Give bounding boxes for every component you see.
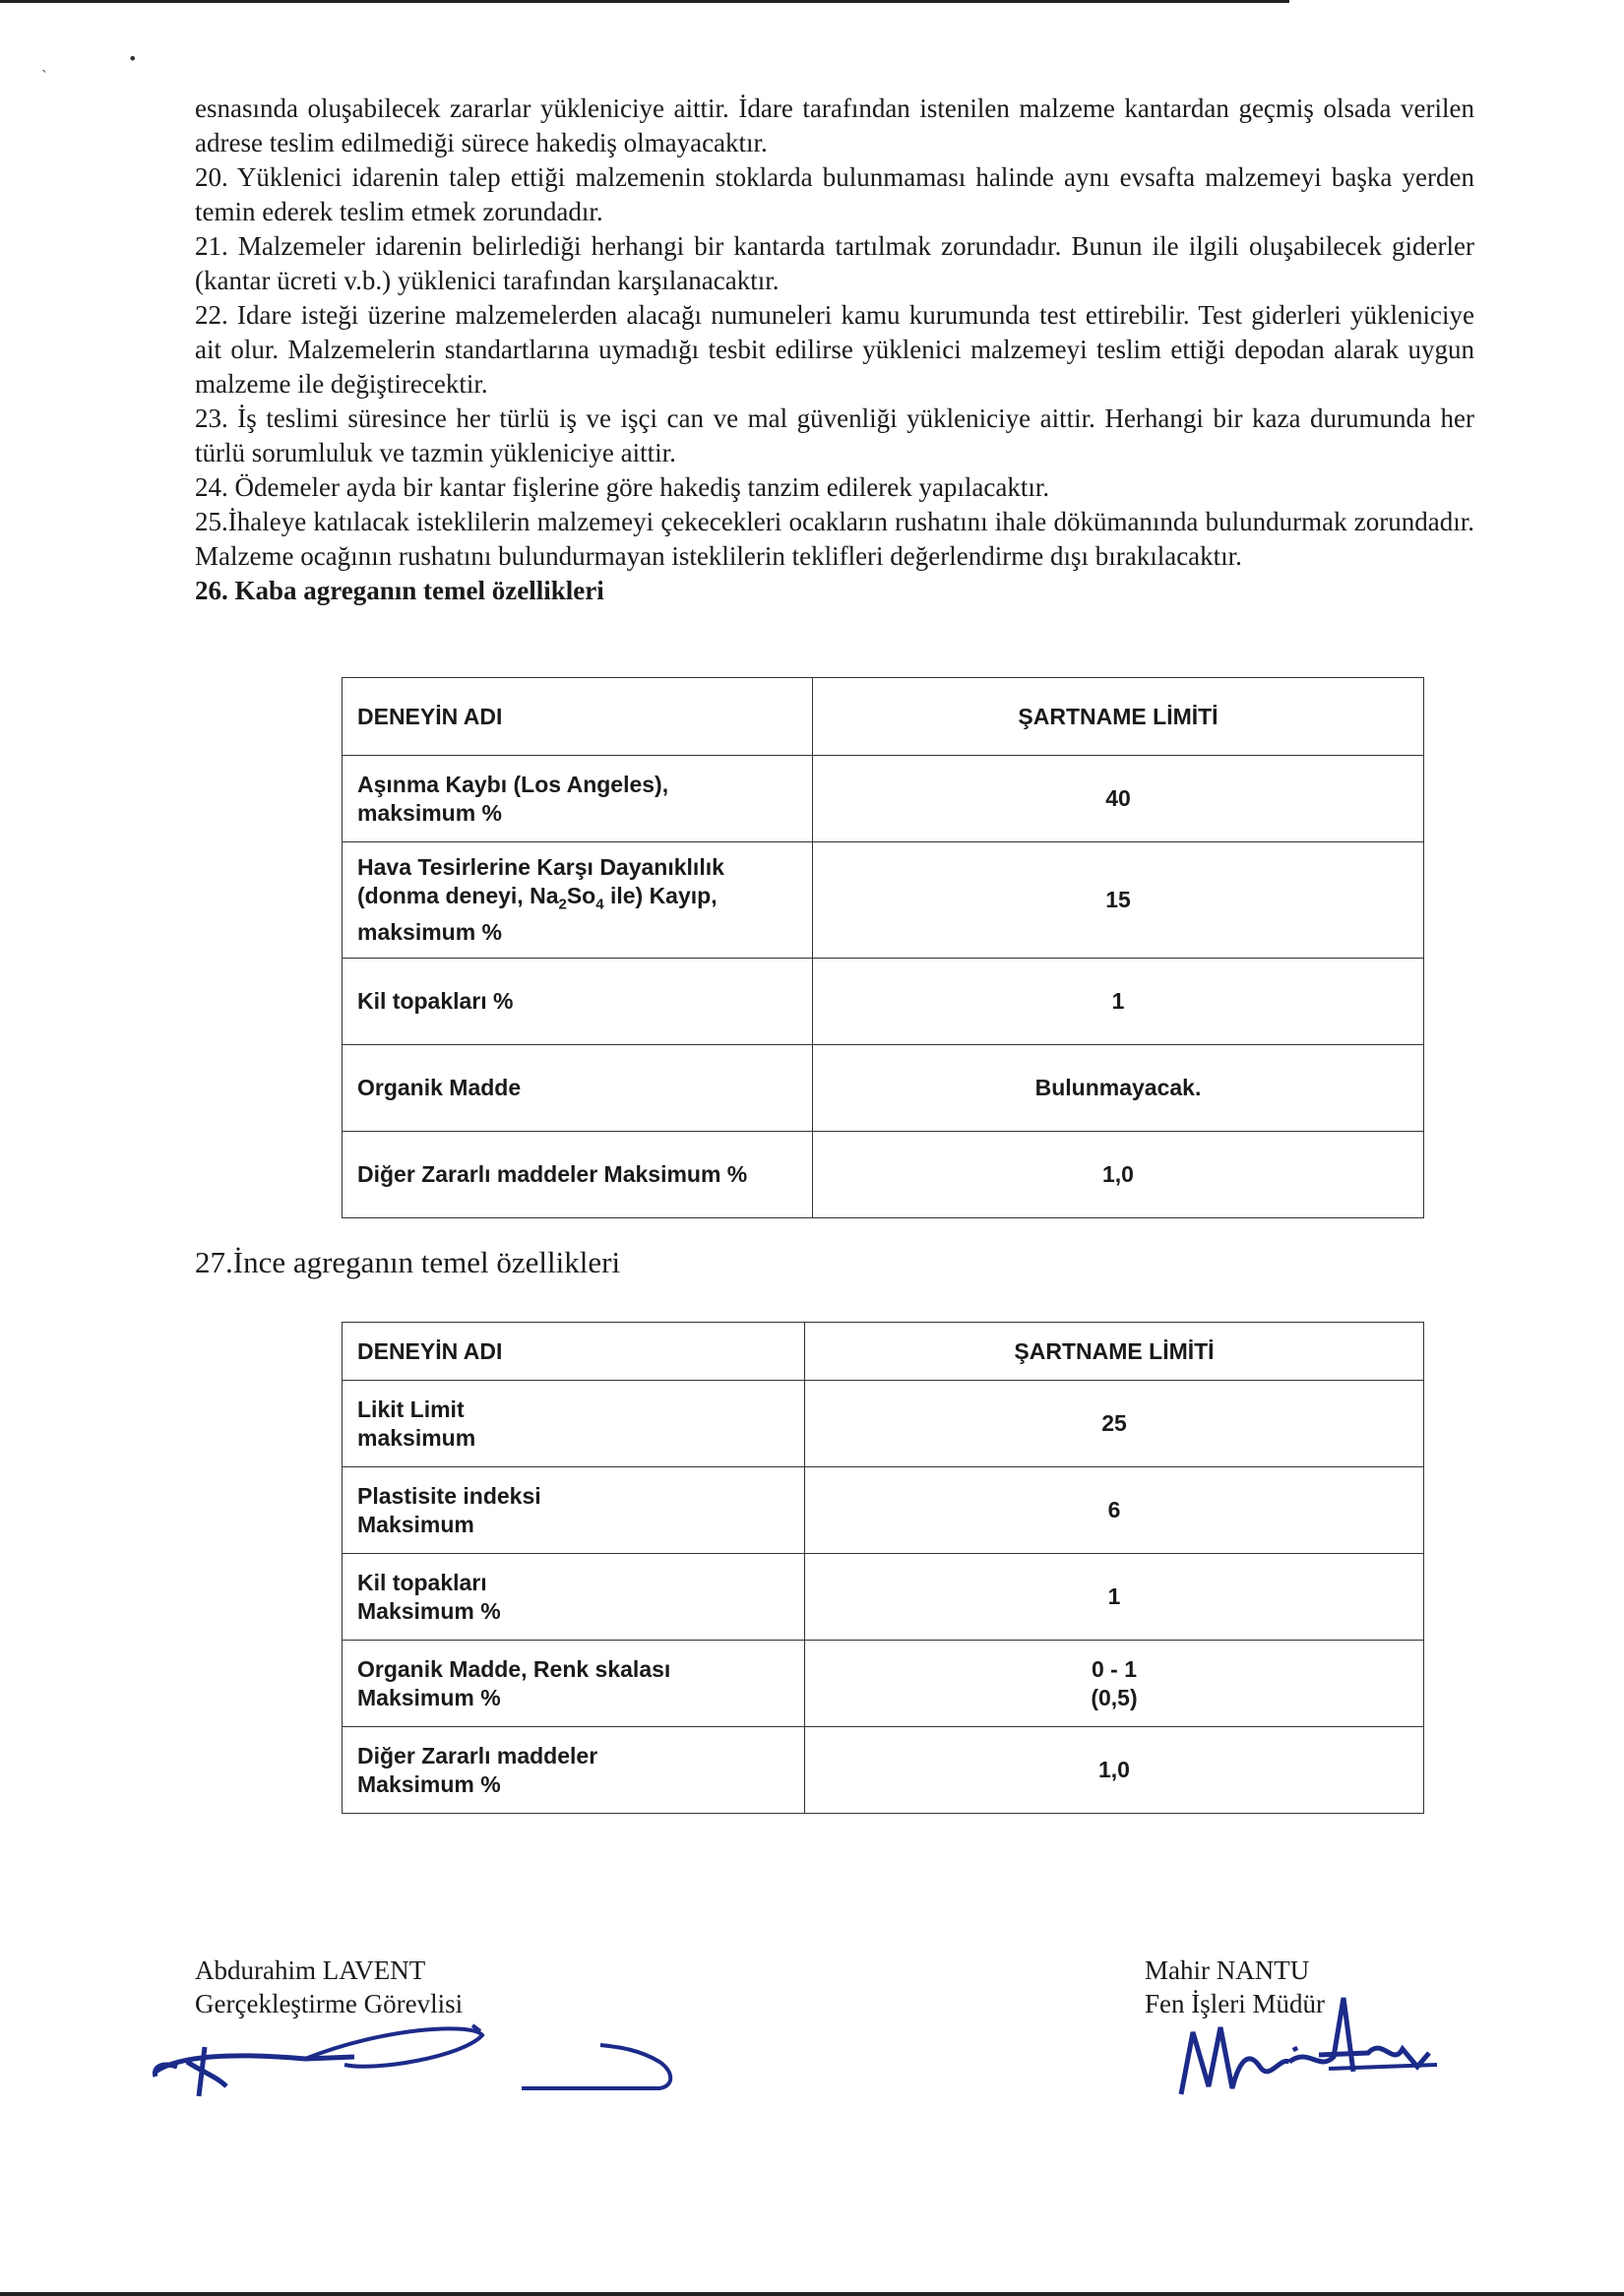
test-name-cell (343, 1727, 805, 1814)
table-header-row (343, 1323, 1424, 1381)
signature-left-image (148, 2017, 679, 2106)
table-row (343, 1467, 1424, 1554)
paragraph-22: 22. Idare isteği üzerine malzemelerden alacağı numuneleri kamu kurumunda test ettirebilir. Test giderleri yükleniciye ait olur. Malzemelerin standartlarına uymadığı tesbit edilirse yüklenici malzemeyi teslim ettiği depodan alarak uygun malzeme ile değiştirecektir. (195, 300, 1474, 399)
coarse-aggregate-table (342, 677, 1424, 1218)
table-row (343, 1045, 1424, 1132)
test-name-text: (donma deneyi, Na (357, 882, 559, 908)
limit-line: (0,5) (1091, 1684, 1138, 1710)
table-row (343, 1727, 1424, 1814)
paragraph-21: 21. Malzemeler idarenin belirlediği herhangi bir kantarda tartılmak zorundadır. Bunun ile ilgili oluşabilecek giderler (kantar ücreti v.b.) yüklenici tarafından karşılanacaktır. (195, 231, 1474, 295)
test-name-line: Hava Tesirlerine Karşı Dayanıklılık (357, 853, 724, 880)
test-name-line: Likit Limit (357, 1396, 465, 1422)
test-name-line: Kil topakları (357, 1569, 487, 1595)
table-row (343, 756, 1424, 842)
table-row (343, 959, 1424, 1045)
test-name-cell (343, 1554, 805, 1641)
limit-cell: 1 (805, 1554, 1424, 1641)
test-name-line: Plastisite indeksi (357, 1482, 541, 1509)
limit-line: 0 - 1 (1091, 1655, 1138, 1682)
table-row (343, 842, 1424, 959)
table-row (343, 1641, 1424, 1727)
limit-cell: 25 (805, 1381, 1424, 1467)
test-name-line: Maksimum % (357, 1597, 501, 1624)
test-name-text: So (566, 882, 596, 908)
scan-mark: • (128, 49, 138, 68)
document-body (195, 92, 1474, 608)
paragraph-24: 24. Ödemeler ayda bir kantar fişlerine göre hakediş tanzim edilerek yapılacaktır. (195, 472, 1050, 502)
test-name-cell: Diğer Zararlı maddeler Maksimum % (343, 1132, 813, 1218)
header-test-name: DENEYİN ADI (343, 1323, 805, 1381)
limit-cell: 1 (813, 959, 1424, 1045)
section-27-title: 27.İnce agreganın temel özellikleri (195, 1245, 621, 1279)
limit-cell: 40 (813, 756, 1424, 842)
signatory-name: Mahir NANTU (1145, 1955, 1310, 1985)
signature-block-left (195, 1954, 463, 2020)
paragraph-25: 25.İhaleye katılacak isteklilerin malzemeyi çekecekleri ocakların rushatını ihale dökümanında bulundurmak zorundadır. Malzeme ocağının rushatını bulundurmayan isteklilerin teklifleri değerlendirme dışı bırakılacaktır. (195, 507, 1474, 571)
paragraph-23: 23. İş teslimi süresince her türlü iş ve işçi can ve mal güvenliği yükleniciye aittir. Herhangi bir kaza durumunda her türlü sorumluluk ve tazmin yükleniciye aittir. (195, 403, 1474, 467)
test-name-line: Maksimum (357, 1511, 474, 1537)
test-name-cell (343, 1467, 805, 1554)
test-name-cell (343, 1381, 805, 1467)
fine-aggregate-table (342, 1322, 1424, 1814)
section-26-title: 26. Kaba agreganın temel özellikleri (195, 576, 604, 605)
header-test-name: DENEYİN ADI (343, 678, 813, 756)
test-name-line: maksimum % (357, 799, 503, 826)
scan-bottom-rule (0, 2292, 1624, 2296)
table-row (343, 1132, 1424, 1218)
test-name-cell (343, 756, 813, 842)
test-name-cell (343, 1641, 805, 1727)
scan-top-rule (0, 0, 1289, 3)
header-spec-limit: ŞARTNAME LİMİTİ (805, 1323, 1424, 1381)
limit-cell: 15 (813, 842, 1424, 959)
test-name-text: ile) Kayıp, (603, 882, 718, 908)
table-row (343, 1554, 1424, 1641)
limit-cell: 6 (805, 1467, 1424, 1554)
subscript-4: 4 (595, 896, 604, 913)
test-name-line: Aşınma Kaybı (Los Angeles), (357, 771, 669, 797)
test-name-line (357, 882, 812, 919)
limit-cell: Bulunmayacak. (813, 1045, 1424, 1132)
header-spec-limit: ŞARTNAME LİMİTİ (813, 678, 1424, 756)
signatory-name: Abdurahim LAVENT (195, 1955, 426, 1985)
limit-cell (805, 1641, 1424, 1727)
test-name-line: maksimum (357, 1424, 476, 1451)
paragraph-19-continued: esnasında oluşabilecek zararlar yükleniciye aittir. İdare tarafından istenilen malzeme kantardan geçmiş olsada verilen adrese teslim edilmediği sürece hakediş olmayacaktır. (195, 93, 1474, 157)
test-name-line: Diğer Zararlı maddeler (357, 1742, 598, 1769)
table-header-row (343, 678, 1424, 756)
signatory-title: Fen İşleri Müdür (1145, 1989, 1325, 2018)
subscript-2: 2 (558, 896, 567, 913)
test-name-line: Organik Madde, Renk skalası (357, 1655, 671, 1682)
scan-mark: ˎ (41, 57, 48, 73)
test-name-cell: Kil topakları % (343, 959, 813, 1045)
limit-cell: 1,0 (813, 1132, 1424, 1218)
signatory-title: Gerçekleştirme Görevlisi (195, 1989, 464, 2018)
test-name-cell (343, 842, 813, 959)
limit-cell: 1,0 (805, 1727, 1424, 1814)
test-name-cell: Organik Madde (343, 1045, 813, 1132)
signature-right-image (1171, 1978, 1447, 2106)
table-row (343, 1381, 1424, 1467)
paragraph-20: 20. Yüklenici idarenin talep ettiği malzemenin stoklarda bulunmaması halinde aynı evsafta malzemeyi başka yerden temin ederek teslim etmek zorundadır. (195, 162, 1474, 226)
test-name-line: maksimum % (357, 919, 503, 946)
test-name-line: Maksimum % (357, 1684, 501, 1710)
test-name-line: Maksimum % (357, 1770, 501, 1797)
